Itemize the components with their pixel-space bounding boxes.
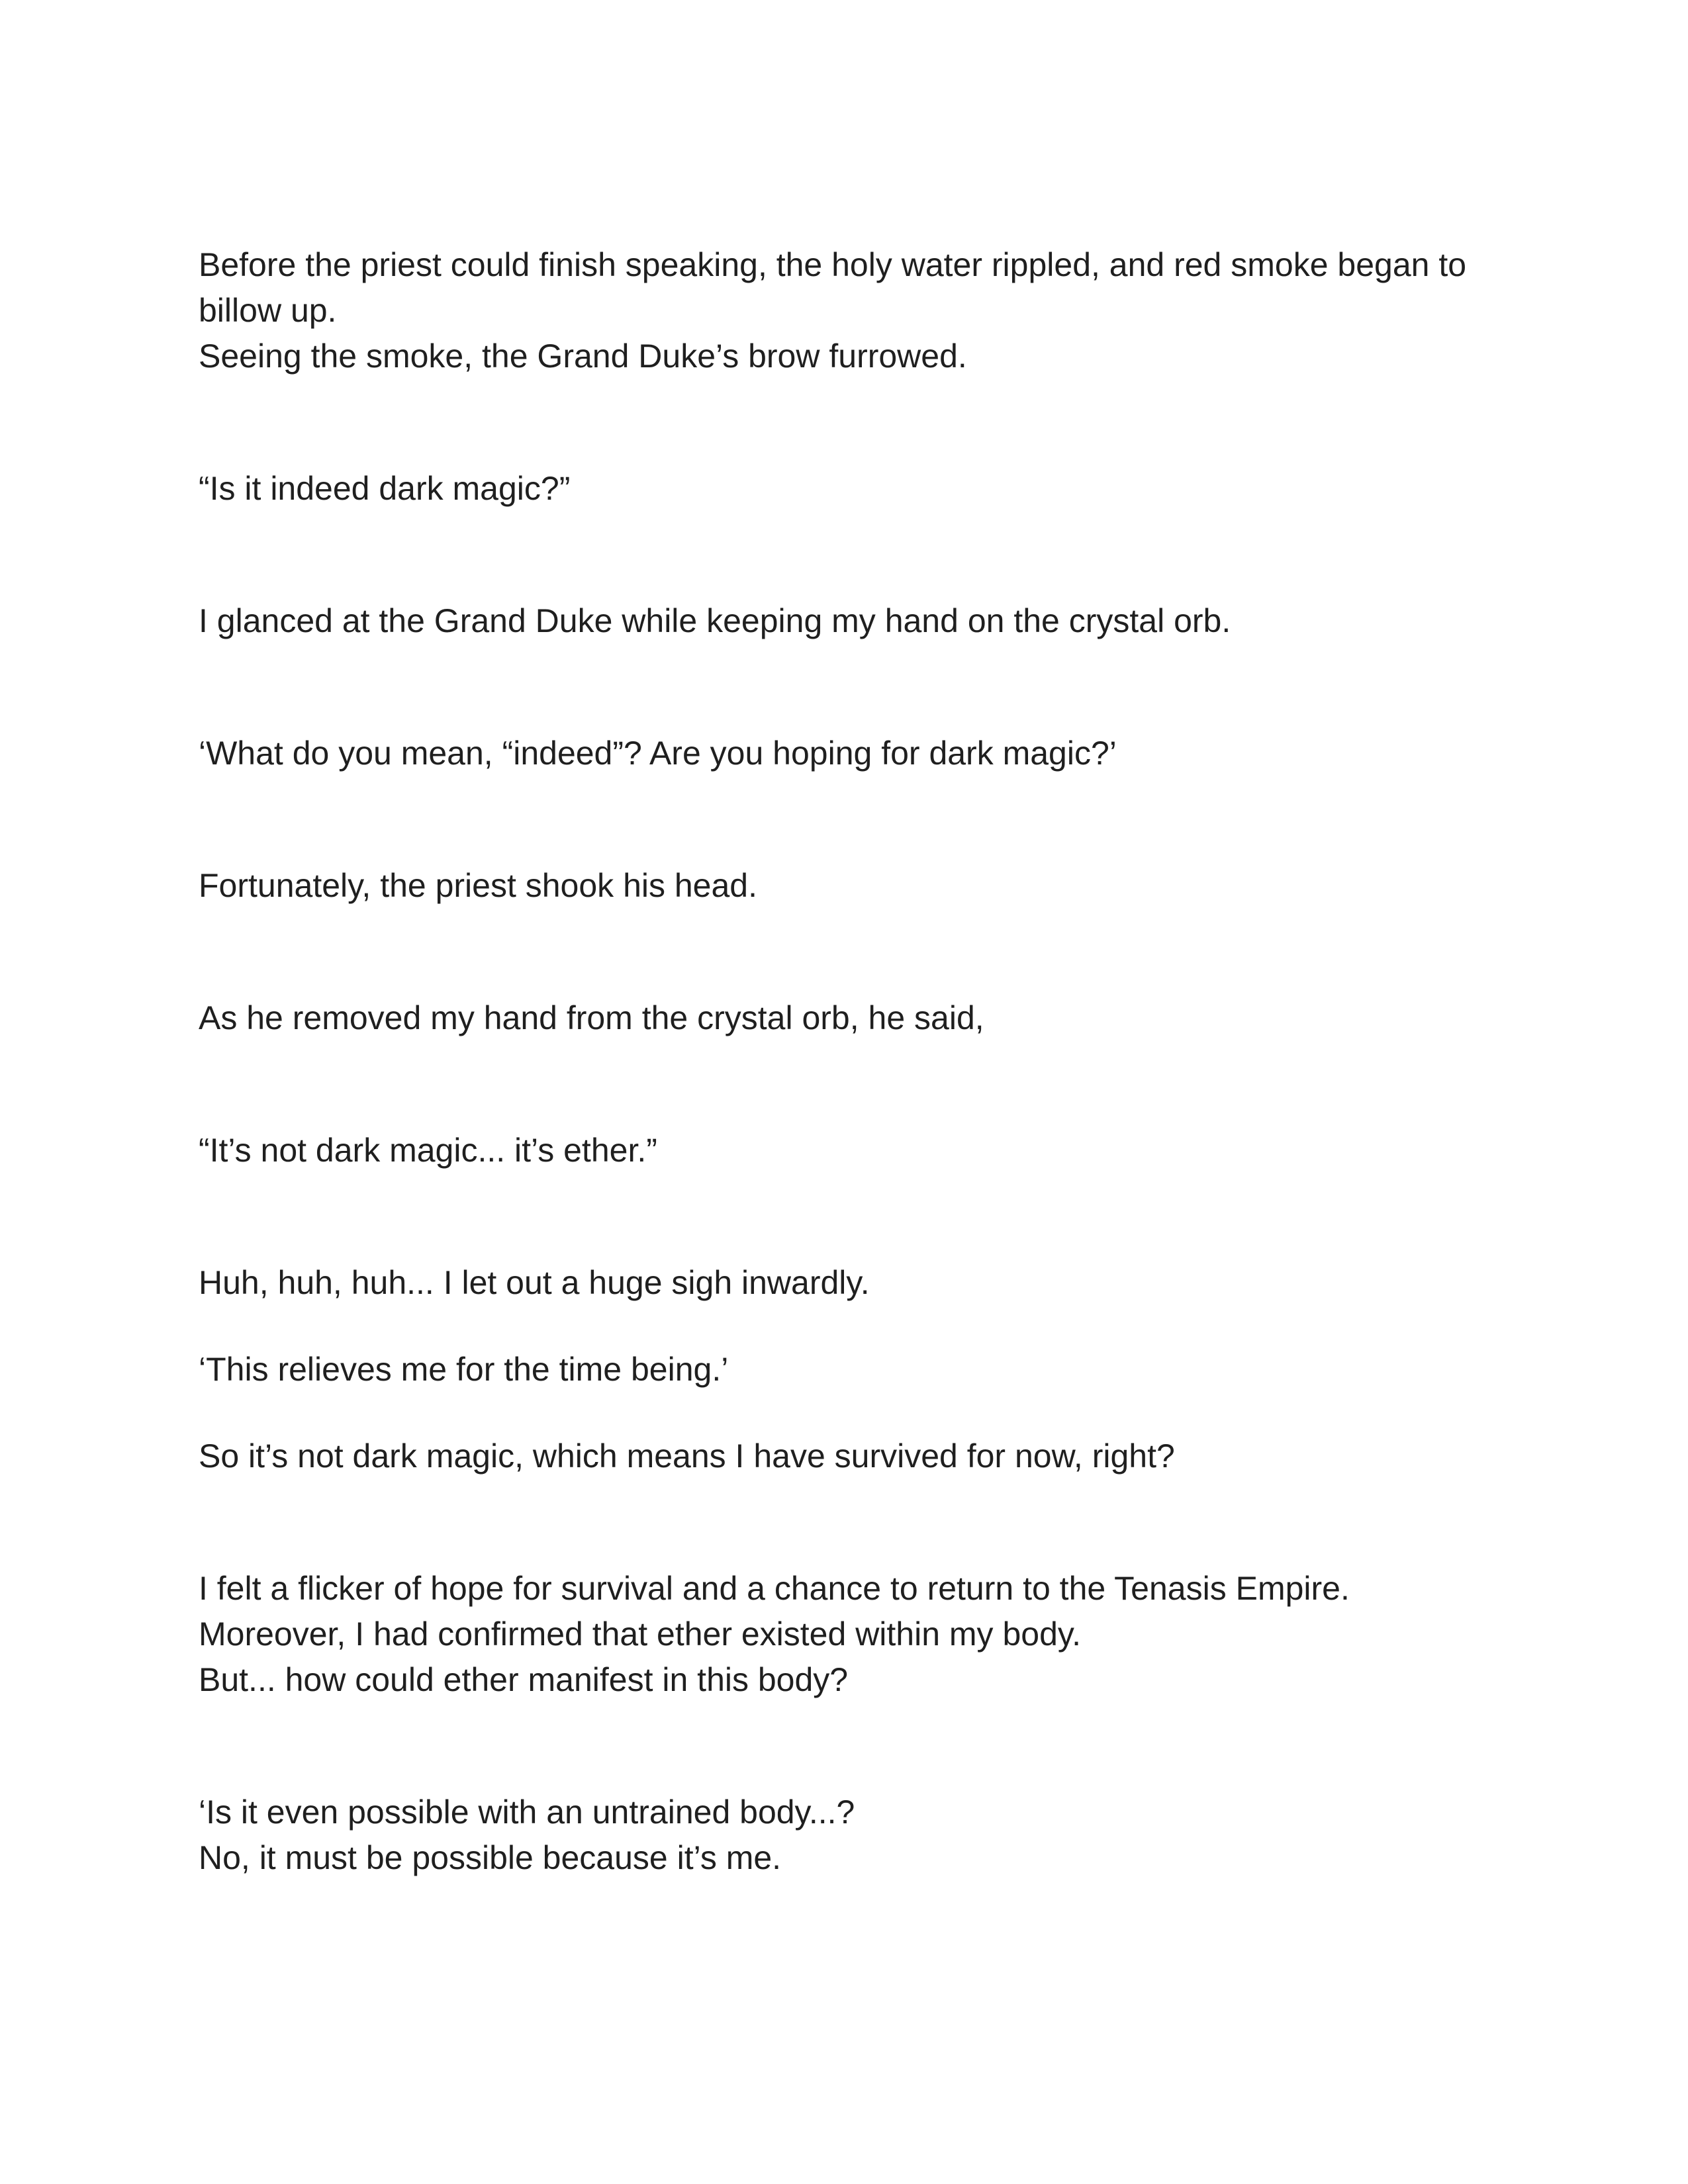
paragraph-6	[199, 995, 1489, 1041]
paragraph-line: I felt a flicker of hope for survival and a chance to return to the Tenasis Empire.	[199, 1570, 1350, 1607]
paragraph-line: Before the priest could finish speaking, the holy water rippled, and red smoke began to billow up.	[199, 246, 1467, 329]
paragraph-line: No, it must be possible because it’s me.	[199, 1839, 782, 1876]
paragraph-line: So it’s not dark magic, which means I have survived for now, right?	[199, 1437, 1175, 1475]
paragraph-11	[199, 1566, 1489, 1703]
paragraph-line: Seeing the smoke, the Grand Duke’s brow furrowed.	[199, 338, 967, 375]
paragraph-line: But... how could ether manifest in this body?	[199, 1661, 849, 1698]
document-body	[199, 242, 1489, 1881]
paragraph-line: ‘This relieves me for the time being.’	[199, 1351, 729, 1388]
paragraph-1	[199, 242, 1489, 379]
paragraph-line: I glanced at the Grand Duke while keeping my hand on the crystal orb.	[199, 602, 1231, 639]
paragraph-10	[199, 1433, 1489, 1479]
paragraph-3	[199, 598, 1489, 644]
paragraph-line: “It’s not dark magic... it’s ether.”	[199, 1132, 657, 1169]
paragraph-line: ‘What do you mean, “indeed”? Are you hoping for dark magic?’	[199, 735, 1117, 772]
paragraph-7	[199, 1128, 1489, 1173]
paragraph-5	[199, 863, 1489, 909]
paragraph-8	[199, 1260, 1489, 1306]
paragraph-line: Moreover, I had confirmed that ether existed within my body.	[199, 1615, 1082, 1653]
paragraph-line: Fortunately, the priest shook his head.	[199, 867, 757, 904]
paragraph-line: As he removed my hand from the crystal orb, he said,	[199, 999, 984, 1036]
paragraph-line: ‘Is it even possible with an untrained body...?	[199, 1794, 855, 1831]
paragraph-9	[199, 1347, 1489, 1392]
paragraph-4	[199, 731, 1489, 776]
paragraph-line: Huh, huh, huh... I let out a huge sigh inwardly.	[199, 1264, 870, 1301]
paragraph-12	[199, 1790, 1489, 1881]
paragraph-line: “Is it indeed dark magic?”	[199, 470, 571, 507]
paragraph-2	[199, 466, 1489, 512]
